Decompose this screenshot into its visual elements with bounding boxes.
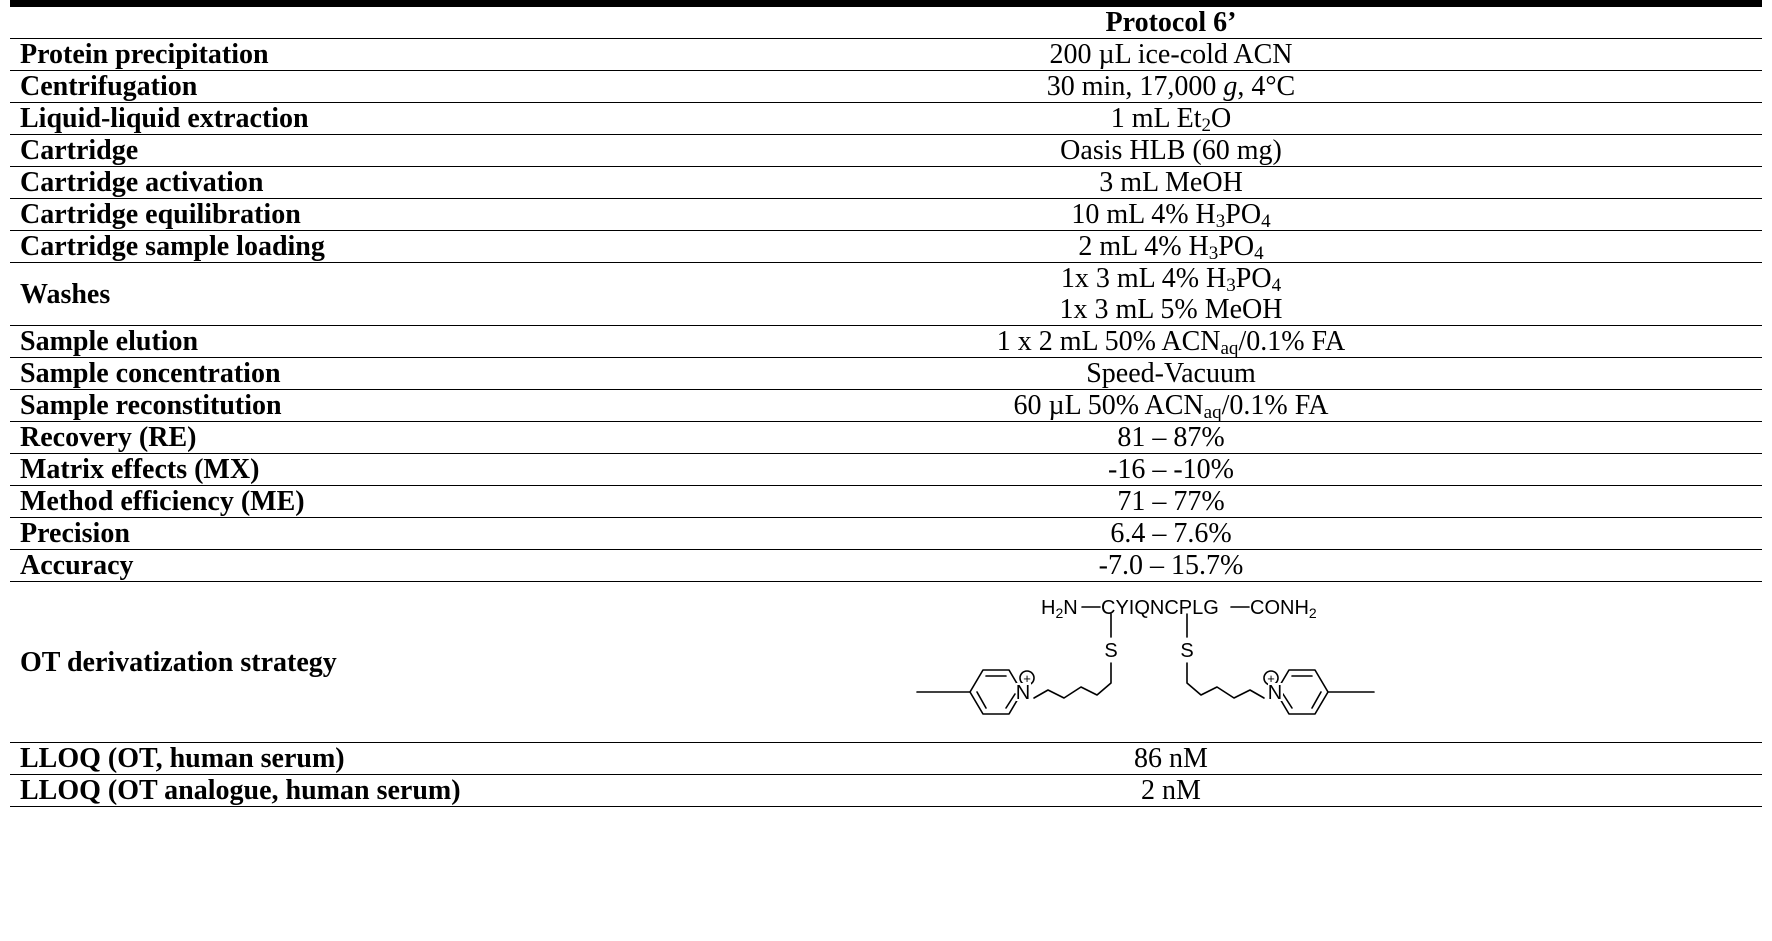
header-label-cell (10, 4, 580, 39)
plus-charge-left: + (1023, 671, 1031, 686)
row-value (580, 326, 1762, 358)
row-label: Liquid-liquid extraction (10, 103, 580, 135)
table-row (10, 486, 1762, 518)
value-text: 1x 3 mL 4% H (1060, 263, 1227, 294)
table-row (10, 199, 1762, 231)
table-header-row (10, 4, 1762, 39)
row-label: Protein precipitation (10, 39, 580, 71)
row-value: Speed-Vacuum (580, 358, 1762, 390)
row-value: 3 mL MeOH (580, 167, 1762, 199)
value-text: PO (1235, 263, 1272, 294)
value-subscript: 3 (1226, 275, 1236, 297)
table-row (10, 167, 1762, 199)
value-text: 1 mL Et (1110, 103, 1202, 134)
row-label: Precision (10, 518, 580, 550)
table-row (10, 358, 1762, 390)
value-text: 2 mL 4% H (1078, 231, 1209, 262)
table-row (10, 518, 1762, 550)
derivatized-oxytocin-structure (911, 587, 1431, 737)
value-subscript: 4 (1271, 275, 1282, 297)
row-value: 81 – 87% (580, 422, 1762, 454)
row-value: -7.0 – 15.7% (580, 550, 1762, 582)
value-text: PO (1225, 199, 1262, 230)
plus-charge-right: + (1267, 671, 1275, 686)
table-row (10, 326, 1762, 358)
value-text: 10 mL 4% H (1071, 199, 1216, 230)
nitrogen-right: N (1267, 682, 1283, 704)
value-text: 60 µL 50% ACN (1013, 390, 1204, 421)
row-value: 2 nM (580, 775, 1762, 807)
table-row (10, 743, 1762, 775)
row-label: Sample elution (10, 326, 580, 358)
row-label: Method efficiency (ME) (10, 486, 580, 518)
value-subscript: 4 (1261, 211, 1271, 233)
row-value (580, 199, 1762, 231)
row-label: Recovery (RE) (10, 422, 580, 454)
table-row (10, 582, 1762, 743)
nitrogen-left: N (1015, 682, 1031, 704)
protocol-header: Protocol 6’ (580, 4, 1762, 39)
row-label: Washes (10, 263, 580, 326)
value-subscript: aq (1220, 338, 1239, 360)
wash-line-1 (590, 263, 1752, 297)
row-value (580, 390, 1762, 422)
amide-label: $CONH_2$ (1250, 597, 1317, 621)
table-row (10, 231, 1762, 263)
row-value (580, 103, 1762, 135)
value-subscript: 2 (1201, 115, 1211, 137)
value-text: 1 x 2 mL 50% ACN (996, 326, 1221, 357)
row-label: Sample concentration (10, 358, 580, 390)
table-row (10, 135, 1762, 167)
table-row (10, 550, 1762, 582)
row-label: Sample reconstitution (10, 390, 580, 422)
row-label: OT derivatization strategy (10, 582, 580, 743)
sulfur-right: S (1180, 640, 1194, 662)
row-label: Cartridge (10, 135, 580, 167)
value-text: PO (1218, 231, 1255, 262)
value-italic: g (1223, 71, 1238, 102)
row-value (580, 263, 1762, 326)
row-value: -16 – -10% (580, 454, 1762, 486)
table-row (10, 71, 1762, 103)
amine-label: $H_2N$ (1041, 597, 1078, 621)
structure-cell (580, 582, 1762, 743)
row-value: 6.4 – 7.6% (580, 518, 1762, 550)
value-text: , 4°C (1237, 71, 1296, 102)
row-label: LLOQ (OT analogue, human serum) (10, 775, 580, 807)
table-row (10, 422, 1762, 454)
sulfur-left: S (1104, 640, 1118, 662)
row-value: 71 – 77% (580, 486, 1762, 518)
table-row (10, 39, 1762, 71)
table-row (10, 775, 1762, 807)
row-label: Cartridge activation (10, 167, 580, 199)
row-value: Oasis HLB (60 mg) (580, 135, 1762, 167)
value-subscript: aq (1203, 402, 1222, 424)
row-label: Cartridge equilibration (10, 199, 580, 231)
peptide-sequence: CYIQNCPLG (1101, 597, 1219, 619)
wash-line-2: 1x 3 mL 5% MeOH (1059, 294, 1283, 325)
table-row (10, 454, 1762, 486)
row-label: Centrifugation (10, 71, 580, 103)
row-value (580, 71, 1762, 103)
row-label: LLOQ (OT, human serum) (10, 743, 580, 775)
protocol-table (10, 0, 1762, 807)
value-text: 30 min, 17,000 (1046, 71, 1224, 102)
table-row (10, 103, 1762, 135)
value-text: O (1211, 103, 1232, 134)
row-label: Accuracy (10, 550, 580, 582)
value-subscript: 3 (1208, 243, 1219, 265)
row-label: Cartridge sample loading (10, 231, 580, 263)
value-subscript: 3 (1215, 211, 1226, 233)
table-row (10, 390, 1762, 422)
row-value (580, 231, 1762, 263)
table-row (10, 263, 1762, 326)
value-text: /0.1% FA (1221, 390, 1329, 421)
row-value: 86 nM (580, 743, 1762, 775)
row-label: Matrix effects (MX) (10, 454, 580, 486)
row-value: 200 µL ice-cold ACN (580, 39, 1762, 71)
value-text: /0.1% FA (1238, 326, 1346, 357)
value-subscript: 4 (1254, 243, 1264, 265)
